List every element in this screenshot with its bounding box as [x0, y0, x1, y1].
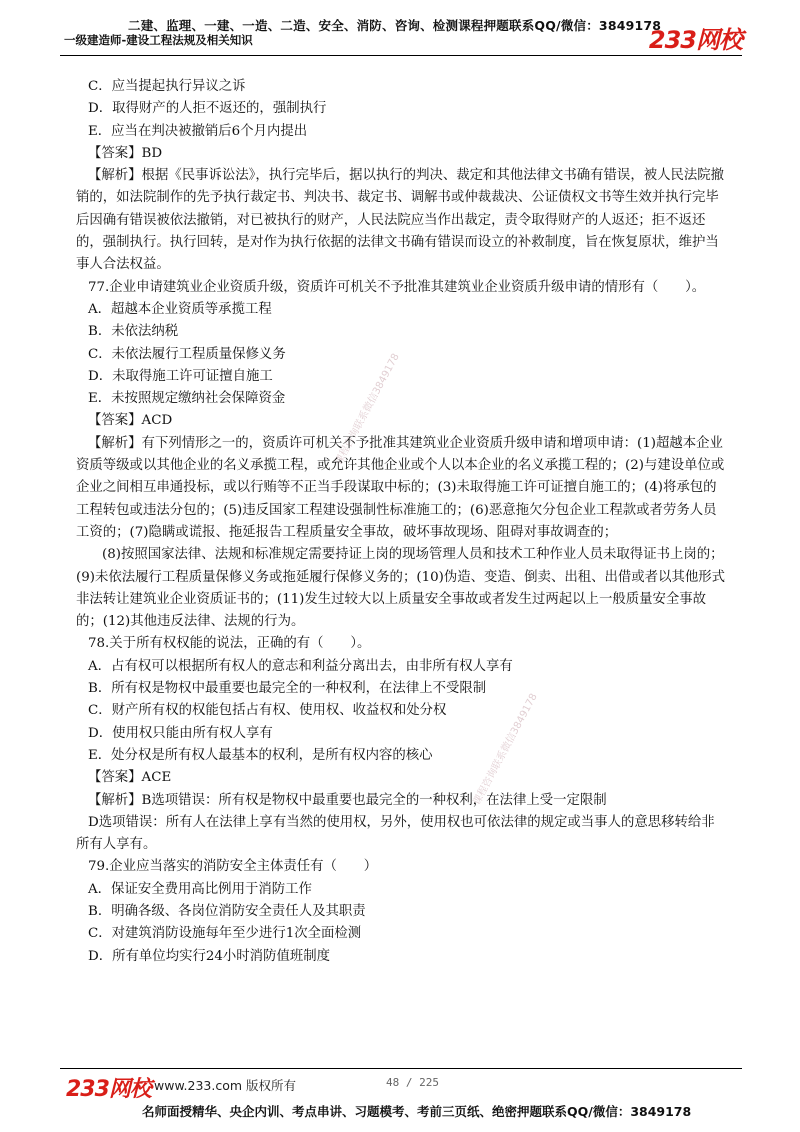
option-a: A．占有权可以根据所有权人的意志和利益分离出去，由非所有权人享有: [88, 658, 513, 674]
brand-logo: 233网校: [648, 26, 742, 54]
option-a: A．超越本企业资质等承揽工程: [88, 301, 272, 317]
header-subject-title: 一级建造师-建设工程法规及相关知识: [64, 33, 253, 47]
answer: 【答案】BD: [88, 145, 163, 161]
option-c: C．财产所有权的权能包括占有权、使用权、收益权和处分权: [88, 703, 447, 719]
option-b: B．所有权是物权中最重要也最完全的一种权利，在法律上不受限制: [88, 681, 487, 697]
header-contact-text: 二建、监理、一建、一造、二造、安全、消防、咨询、检测课程押题联系QQ/微信：3849178: [128, 18, 662, 33]
explanation-continued: D选项错误：所有人在法律上享有当然的使用权，另外，使用权也可依法律的规定或当事人的意思移转给非所有人享有。: [76, 814, 715, 853]
option-b: B．明确各级、各岗位消防安全责任人及其职责: [88, 903, 366, 919]
footer-logo: 233网校: [66, 1077, 151, 1102]
question-79: 79.企业应当落实的消防安全主体责任有（ ）: [88, 859, 378, 875]
explanation: 【解析】有下列情形之一的，资质许可机关不予批准其建筑业企业资质升级申请和增项申请：(1)超越本企业资质等级或以其他企业的名义承揽工程，或允许其他企业或个人以本企业的名义承揽工程的；(2)与建设单位或企业之间相互串通投标，或以行贿等不正当手段谋取中标的；(3)未取得施工许可证擅自施工的；(4)将承包的工程转包或违法分包的；(5)违反国家工程建设强制性标准施工的；(6)恶意拖欠分包企业工程款或者劳务人员工资的；(7)隐瞒或谎报、拖延报告工程质量安全事故，破坏事故现场、阻碍对事故调查的；: [76, 435, 725, 540]
watermark: 课程咨询联系微信3849178: [471, 691, 540, 808]
option-e: E．未按照规定缴纳社会保障资金: [88, 391, 286, 407]
question-77: 77.企业申请建筑业企业资质升级，资质许可机关不予批准其建筑业企业资质升级申请的情形有（ ）。: [88, 279, 706, 295]
option-c: C．对建筑消防设施每年至少进行1次全面检测: [88, 926, 362, 942]
option-d: D．未取得施工许可证擅自施工: [88, 368, 273, 384]
option-c: C．未依法履行工程质量保修义务: [88, 346, 286, 362]
option-e: E．应当在判决被撤销后6个月内提出: [88, 123, 308, 139]
explanation: 【解析】根据《民事诉讼法》，执行完毕后，据以执行的判决、裁定和其他法律文书确有错误，被人民法院撤销的，如法院制作的先予执行裁定书、判决书、裁定书、调解书或仲裁裁决、公证债权文书等生效并执行完毕后因确有错误被依法撤销，对已被执行的财产，人民法院应当作出裁定，责令取得财产的人返还；拒不返还的，强制执行。执行回转，是对作为执行依据的法律文书确有错误而设立的补救制度，旨在恢复原状，维护当事人合法权益。: [76, 168, 725, 273]
document-body: [76, 76, 726, 968]
option-c: C．应当提起执行异议之诉: [88, 79, 246, 94]
footer-slogan: 名师面授精华、央企内训、考点串讲、习题模考、考前三页纸、绝密押题联系QQ/微信：3849178: [142, 1104, 692, 1119]
option-a: A．保证安全费用高比例用于消防工作: [88, 881, 312, 897]
header-divider: [60, 55, 742, 56]
watermark: 课程咨询联系微信3849178: [333, 351, 402, 468]
option-e: E．处分权是所有权人最基本的权利，是所有权内容的核心: [88, 747, 433, 763]
option-b: B．未依法纳税: [88, 324, 179, 340]
option-d: D．使用权只能由所有权人享有: [88, 725, 273, 741]
question-78: 78.关于所有权权能的说法，正确的有（ ）。: [88, 636, 371, 652]
answer: 【答案】ACD: [88, 413, 173, 429]
explanation-continued: (8)按照国家法律、法规和标准规定需要持证上岗的现场管理人员和技术工种作业人员未取得证书上岗的；(9)未依法履行工程质量保修义务或拖延履行保修义务的；(10)伪造、变造、倒卖、出租、出借或者以其他形式非法转让建筑业企业资质证书的；(11)发生过较大以上质量安全事故或者发生过两起以上一般质量安全事故的；(12)其他违反法律、法规的行为。: [76, 547, 726, 630]
answer: 【答案】ACE: [88, 770, 172, 786]
footer-divider: [60, 1068, 742, 1069]
explanation: 【解析】B选项错误：所有权是物权中最重要也最完全的一种权利，在法律上受一定限制: [88, 792, 607, 808]
option-d: D．取得财产的人拒不返还的，强制执行: [88, 101, 327, 117]
page-number: 48 / 225: [386, 1076, 439, 1089]
option-d: D．所有单位均实行24小时消防值班制度: [88, 948, 331, 964]
footer-copyright: www.233.com 版权所有: [154, 1078, 296, 1093]
